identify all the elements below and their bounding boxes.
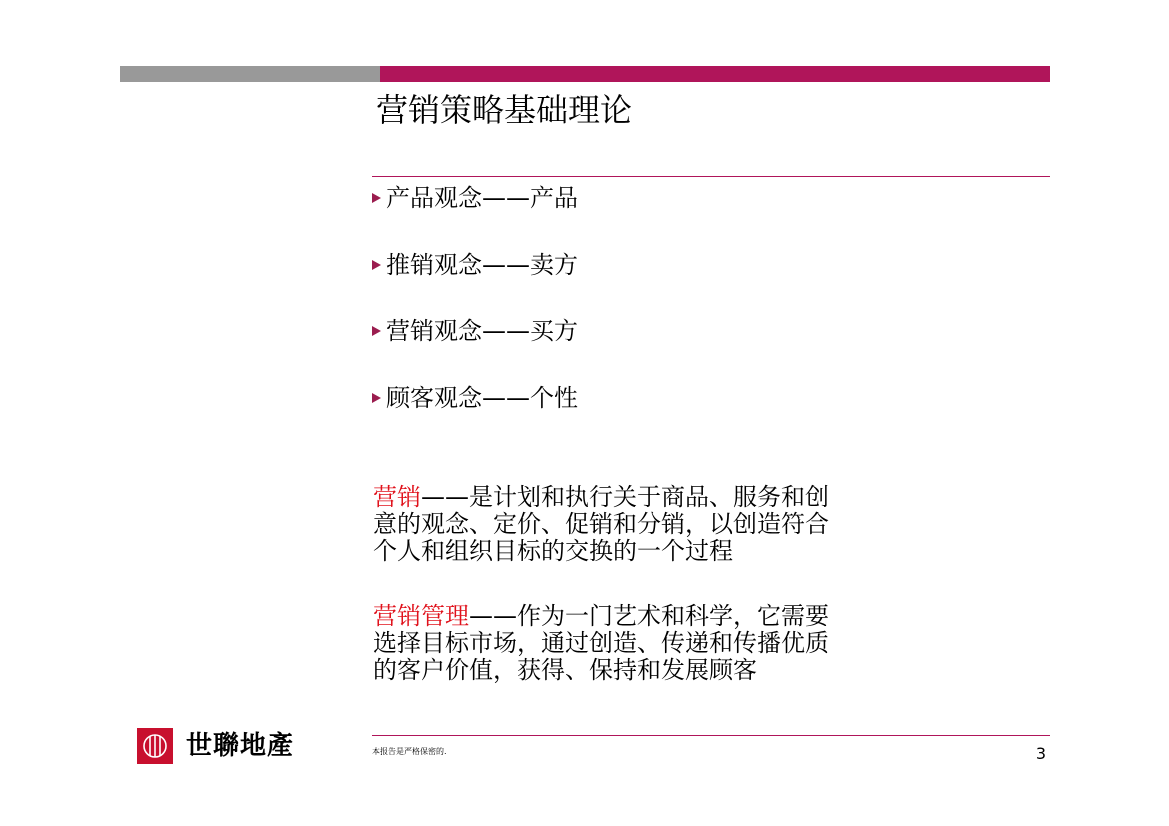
definition-marketing: [373, 484, 913, 565]
title-divider: [372, 176, 1050, 177]
confidential-notice: 本报告是严格保密的.: [372, 747, 447, 756]
definition-line: 选择目标市场，通过创造、传递和传播优质: [373, 629, 829, 657]
bullet-text: 顾客观念——个性: [386, 384, 578, 412]
slide-title: 营销策略基础理论: [376, 91, 633, 129]
definition-term: 营销管理: [373, 602, 469, 630]
definition-marketing-management: [373, 603, 913, 684]
bullet-item: [372, 180, 578, 216]
definition-line: [373, 603, 913, 630]
header-bar-gray: [120, 66, 380, 82]
footer-divider: [372, 735, 1050, 736]
shilian-logo-icon: [137, 728, 173, 764]
definition-line: 个人和组织目标的交换的一个过程: [373, 537, 733, 565]
definition-line: 的客户价值，获得、保持和发展顾客: [373, 656, 757, 684]
definition-text: ——作为一门艺术和科学，它需要: [469, 602, 829, 630]
bullet-text: 营销观念——买方: [386, 317, 578, 345]
triangle-right-icon: [372, 193, 381, 203]
triangle-right-icon: [372, 326, 381, 336]
bullet-item: [372, 313, 578, 349]
bullet-item: [372, 380, 578, 416]
company-logo-text: 世聯地產: [186, 731, 295, 761]
definition-line: [373, 484, 913, 511]
definition-term: 营销: [373, 483, 421, 511]
bullet-text: 推销观念——卖方: [386, 251, 578, 279]
definition-line: 意的观念、定价、促销和分销，以创造符合: [373, 510, 829, 538]
bullet-text: 产品观念——产品: [386, 184, 578, 212]
bullet-item: [372, 247, 578, 283]
header-bar-accent: [380, 66, 1050, 82]
page-number: 3: [1035, 744, 1046, 763]
definition-text: ——是计划和执行关于商品、服务和创: [421, 483, 829, 511]
triangle-right-icon: [372, 260, 381, 270]
triangle-right-icon: [372, 393, 381, 403]
